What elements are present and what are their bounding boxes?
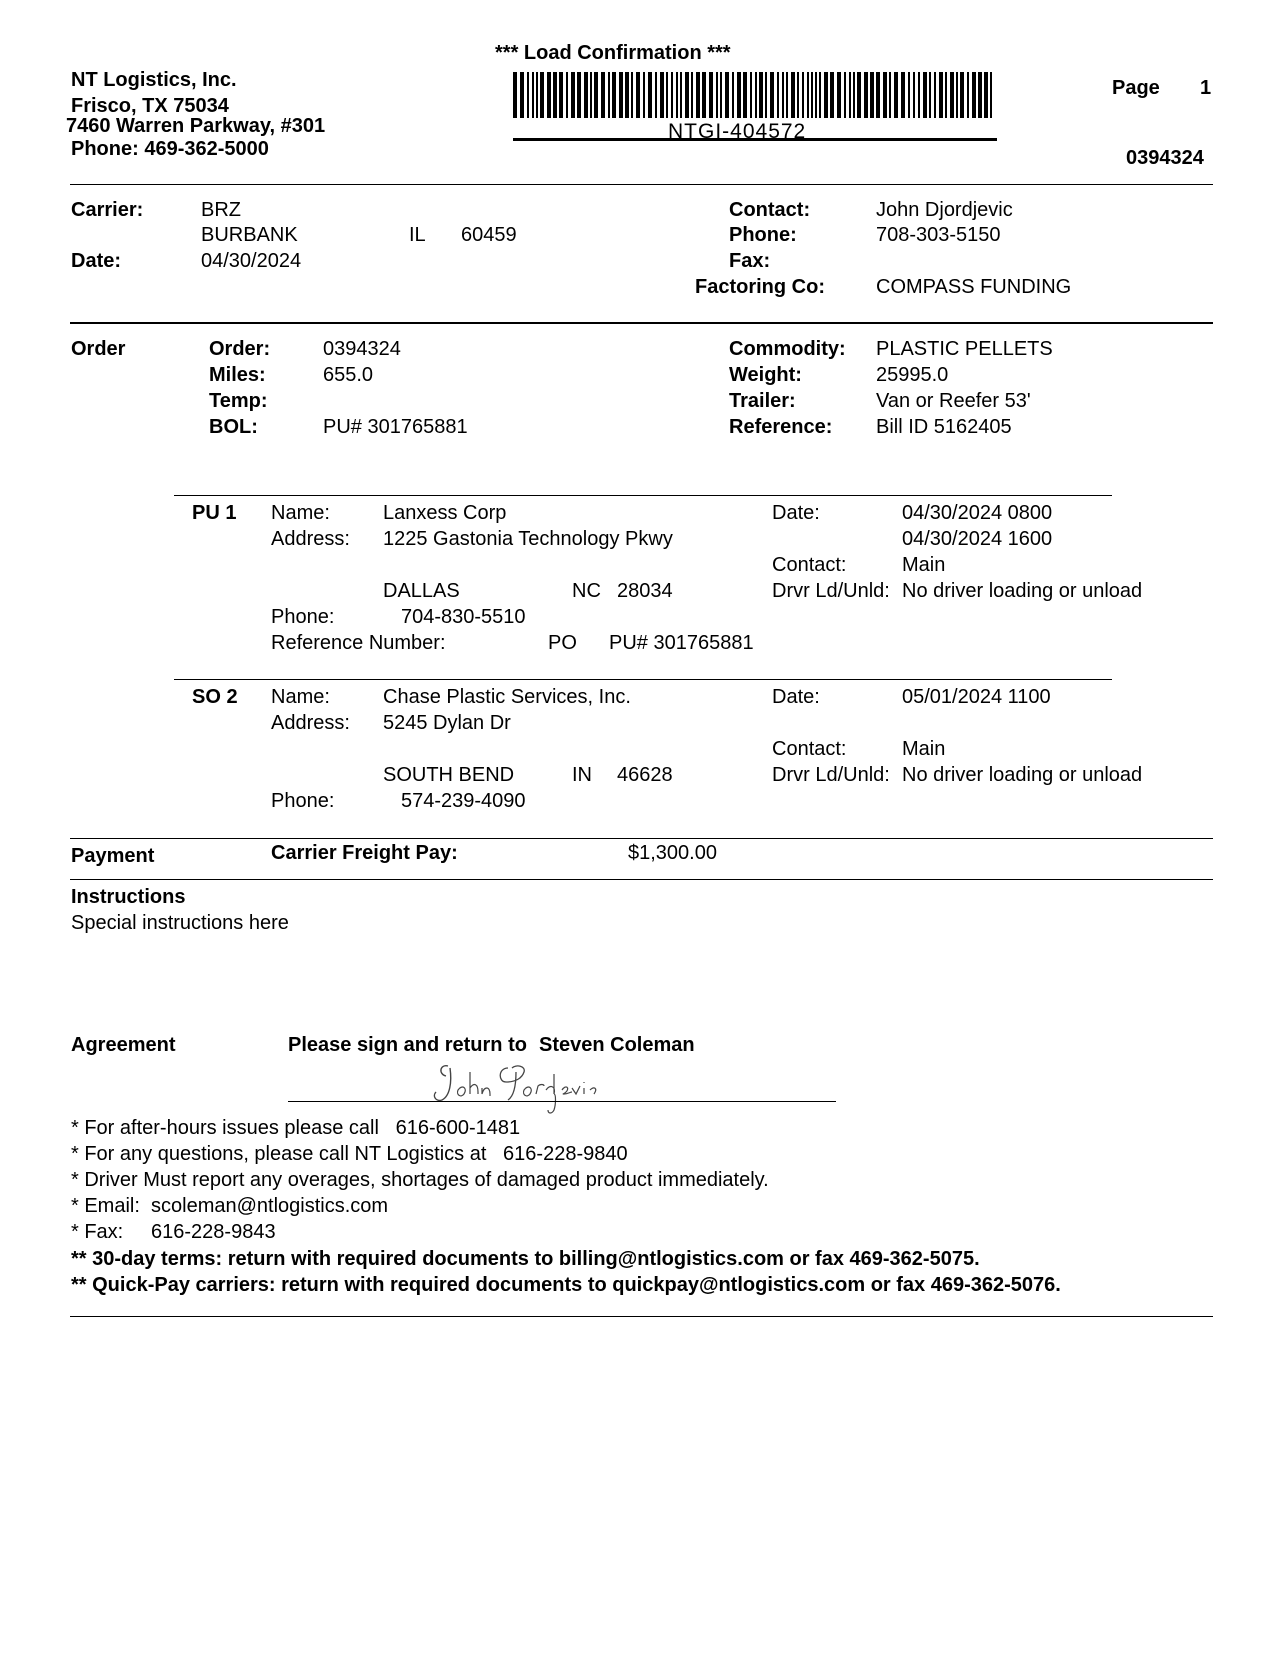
date-label: Date: <box>71 250 122 272</box>
barcode-bar <box>671 72 673 118</box>
barcode-bar <box>777 72 779 118</box>
commodity-label: Commodity: <box>729 338 846 360</box>
trailer-label: Trailer: <box>729 390 796 412</box>
divider <box>70 838 1213 839</box>
agreement-note: * Driver Must report any overages, shortages of damaged product immediately. <box>71 1169 769 1191</box>
barcode-bar <box>918 72 920 118</box>
phone-label: Phone: <box>729 224 797 246</box>
stop-tag: PU 1 <box>192 502 237 524</box>
barcode-bar <box>945 72 947 118</box>
barcode-bar <box>990 72 992 118</box>
barcode-bar <box>857 72 861 118</box>
barcode-bar <box>901 72 905 118</box>
barcode-bar <box>676 72 678 118</box>
factoring-company: COMPASS FUNDING <box>876 276 1072 298</box>
stop-drvr-label: Drvr Ld/Unld: <box>772 764 890 786</box>
agreement-label: Agreement <box>71 1034 176 1056</box>
barcode-bar <box>619 72 623 118</box>
carrier-contact: John Djordjevic <box>876 199 1013 221</box>
barcode-bar <box>929 72 931 118</box>
barcode-bar <box>939 72 943 118</box>
order-reference-value: Bill ID 5162405 <box>876 416 1012 438</box>
instructions-text: Special instructions here <box>71 912 289 934</box>
stop-name: Lanxess Corp <box>383 502 507 524</box>
stop-address-label: Address: <box>271 712 350 734</box>
carrier-label: Carrier: <box>71 199 144 221</box>
barcode-bar <box>559 72 563 118</box>
barcode-bar <box>923 72 927 118</box>
barcode-bar <box>540 72 544 118</box>
barcode-bar <box>984 72 988 118</box>
barcode-bar <box>797 72 799 118</box>
order-section-label: Order <box>71 338 126 360</box>
barcode-bar <box>553 72 557 118</box>
barcode-bar <box>685 72 689 118</box>
carrier-zip: 60459 <box>461 224 517 246</box>
barcode-bar <box>536 72 538 118</box>
barcode-bar <box>584 72 588 118</box>
document-title: *** Load Confirmation *** <box>495 42 731 64</box>
barcode-bar <box>720 72 722 118</box>
barcode-bar <box>849 72 851 118</box>
agreement-note: * For any questions, please call NT Logistics at 616-228-9840 <box>71 1143 628 1165</box>
order-number: 0394324 <box>323 338 401 360</box>
barcode-bar <box>883 72 887 118</box>
stop-drvr: No driver loading or unload <box>902 764 1143 786</box>
bol-label: BOL: <box>209 416 258 438</box>
order-bol: PU# 301765881 <box>323 416 468 438</box>
stop-contact-label: Contact: <box>772 554 847 576</box>
stop-name-label: Name: <box>271 686 330 708</box>
barcode-bar <box>725 72 729 118</box>
stop-date-end: 04/30/2024 1600 <box>902 528 1053 550</box>
stop-ref-value: PU# 301765881 <box>609 632 754 654</box>
barcode-bar <box>696 72 700 118</box>
stop-drvr-label: Drvr Ld/Unld: <box>772 580 890 602</box>
barcode-bar <box>594 72 598 118</box>
barcode-bar <box>660 72 664 118</box>
stop-address: 1225 Gastonia Technology Pkwy <box>383 528 673 550</box>
stop-ref-type: PO <box>548 632 577 654</box>
carrier-name: BRZ <box>201 199 241 221</box>
barcode-bar <box>750 72 752 118</box>
barcode-bar <box>625 72 629 118</box>
stop-phone-label: Phone: <box>271 790 335 812</box>
barcode <box>513 72 997 118</box>
signature <box>420 1060 640 1120</box>
barcode-bar <box>786 72 788 118</box>
contact-label: Contact: <box>729 199 811 221</box>
temp-label: Temp: <box>209 390 268 412</box>
barcode-bar <box>960 72 964 118</box>
factoring-label: Factoring Co: <box>695 276 825 298</box>
barcode-bar <box>934 72 936 118</box>
carrier-phone: 708-303-5150 <box>876 224 1001 246</box>
barcode-bar <box>811 72 813 118</box>
stop-city: DALLAS <box>383 580 460 602</box>
barcode-bar <box>547 72 551 118</box>
instructions-label: Instructions <box>71 886 186 908</box>
carrier-state: IL <box>409 224 426 246</box>
stop-contact: Main <box>902 738 946 760</box>
barcode-bar <box>702 72 706 118</box>
barcode-bar <box>819 72 821 118</box>
barcode-bar <box>608 72 610 118</box>
agreement-prompt: Please sign and return to <box>288 1034 527 1056</box>
divider <box>70 1316 1213 1317</box>
agreement-recipient: Steven Coleman <box>539 1034 695 1056</box>
barcode-bar <box>743 72 747 118</box>
barcode-bar <box>571 72 575 118</box>
barcode-bar <box>577 72 581 118</box>
order-reference: 0394324 <box>1126 147 1204 169</box>
barcode-bar <box>631 72 633 118</box>
stop-address-label: Address: <box>271 528 350 550</box>
barcode-bar <box>950 72 954 118</box>
barcode-bar <box>972 72 976 118</box>
barcode-bar <box>830 72 834 118</box>
barcode-bar <box>837 72 841 118</box>
barcode-bar <box>755 72 757 118</box>
stop-date-start: 05/01/2024 1100 <box>902 686 1051 708</box>
barcode-text: NTGI-404572 <box>668 120 807 143</box>
barcode-bar <box>732 72 734 118</box>
divider <box>174 679 1112 680</box>
stop-state: NC <box>572 580 601 602</box>
order-trailer: Van or Reefer 53' <box>876 390 1031 412</box>
barcode-bar <box>566 72 568 118</box>
stop-name: Chase Plastic Services, Inc. <box>383 686 631 708</box>
barcode-bar <box>978 72 982 118</box>
barcode-bar <box>913 72 915 118</box>
fax-label: Fax: <box>729 250 771 272</box>
barcode-bar <box>791 72 795 118</box>
divider <box>174 495 1112 496</box>
company-street: 7460 Warren Parkway, #301 <box>66 115 326 137</box>
terms-line: ** Quick-Pay carriers: return with required documents to quickpay@ntlogistics.com or fax 469-362-5076. <box>71 1274 1061 1296</box>
stop-drvr: No driver loading or unload <box>902 580 1143 602</box>
barcode-bar <box>513 72 517 118</box>
freight-pay-amount: $1,300.00 <box>628 842 717 864</box>
barcode-bar <box>876 72 880 118</box>
weight-label: Weight: <box>729 364 802 386</box>
barcode-bar <box>908 72 910 118</box>
barcode-bar <box>889 72 891 118</box>
stop-phone-label: Phone: <box>271 606 335 628</box>
barcode-bar <box>643 72 645 118</box>
barcode-bar <box>590 72 592 118</box>
reference-label: Reference: <box>729 416 833 438</box>
barcode-bar <box>870 72 874 118</box>
company-phone: Phone: 469-362-5000 <box>71 138 269 160</box>
order-weight: 25995.0 <box>876 364 949 386</box>
barcode-bar <box>765 72 767 118</box>
agreement-note: * Email: scoleman@ntlogistics.com <box>71 1195 389 1217</box>
barcode-bar <box>655 72 657 118</box>
barcode-bar <box>680 72 682 118</box>
barcode-bar <box>737 72 741 118</box>
agreement-note: * For after-hours issues please call 616-600-1481 <box>71 1117 521 1139</box>
barcode-bar <box>894 72 898 118</box>
barcode-bar <box>853 72 855 118</box>
barcode-bar <box>782 72 784 118</box>
page-number: 1 <box>1200 77 1212 99</box>
divider <box>70 322 1213 324</box>
barcode-bar <box>864 72 868 118</box>
signature-line <box>288 1101 836 1102</box>
stop-zip: 46628 <box>617 764 673 786</box>
barcode-bar <box>601 72 605 118</box>
barcode-underline <box>513 138 997 141</box>
agreement-note: * Fax: 616-228-9843 <box>71 1221 276 1243</box>
barcode-bar <box>802 72 804 118</box>
barcode-bar <box>807 72 809 118</box>
barcode-bar <box>691 72 693 118</box>
stop-state: IN <box>572 764 592 786</box>
payment-label: Payment <box>71 845 155 867</box>
barcode-bar <box>636 72 640 118</box>
stop-phone: 574-239-4090 <box>401 790 526 812</box>
stop-date-label: Date: <box>772 502 820 524</box>
stop-phone: 704-830-5510 <box>401 606 526 628</box>
barcode-bar <box>824 72 828 118</box>
stop-contact: Main <box>902 554 946 576</box>
barcode-bar <box>648 72 652 118</box>
barcode-bar <box>532 72 534 118</box>
barcode-bar <box>815 72 817 118</box>
divider <box>70 879 1213 880</box>
company-city: Frisco, TX 75034 <box>71 95 229 117</box>
stop-date-label: Date: <box>772 686 820 708</box>
barcode-bar <box>666 72 668 118</box>
barcode-bar <box>844 72 846 118</box>
barcode-bar <box>612 72 616 118</box>
barcode-bar <box>759 72 763 118</box>
order-label: Order: <box>209 338 271 360</box>
stop-zip: 28034 <box>617 580 673 602</box>
barcode-bar <box>716 72 718 118</box>
stop-address: 5245 Dylan Dr <box>383 712 511 734</box>
miles-label: Miles: <box>209 364 266 386</box>
barcode-bar <box>770 72 774 118</box>
stop-name-label: Name: <box>271 502 330 524</box>
stop-city: SOUTH BEND <box>383 764 515 786</box>
barcode-bar <box>967 72 969 118</box>
divider <box>70 184 1213 185</box>
carrier-city: BURBANK <box>201 224 298 246</box>
carrier-date: 04/30/2024 <box>201 250 302 272</box>
barcode-bar <box>709 72 713 118</box>
order-commodity: PLASTIC PELLETS <box>876 338 1053 360</box>
stop-contact-label: Contact: <box>772 738 847 760</box>
stop-tag: SO 2 <box>192 686 238 708</box>
barcode-bar <box>520 72 524 118</box>
stop-date-start: 04/30/2024 0800 <box>902 502 1053 524</box>
terms-line: ** 30-day terms: return with required documents to billing@ntlogistics.com or fax 469-362-5075. <box>71 1248 980 1270</box>
page-label: Page <box>1112 77 1160 99</box>
stop-ref-label: Reference Number: <box>271 632 446 654</box>
order-miles: 655.0 <box>323 364 374 386</box>
company-name: NT Logistics, Inc. <box>71 69 237 91</box>
barcode-bar <box>527 72 529 118</box>
freight-pay-label: Carrier Freight Pay: <box>271 842 458 864</box>
barcode-bar <box>956 72 958 118</box>
